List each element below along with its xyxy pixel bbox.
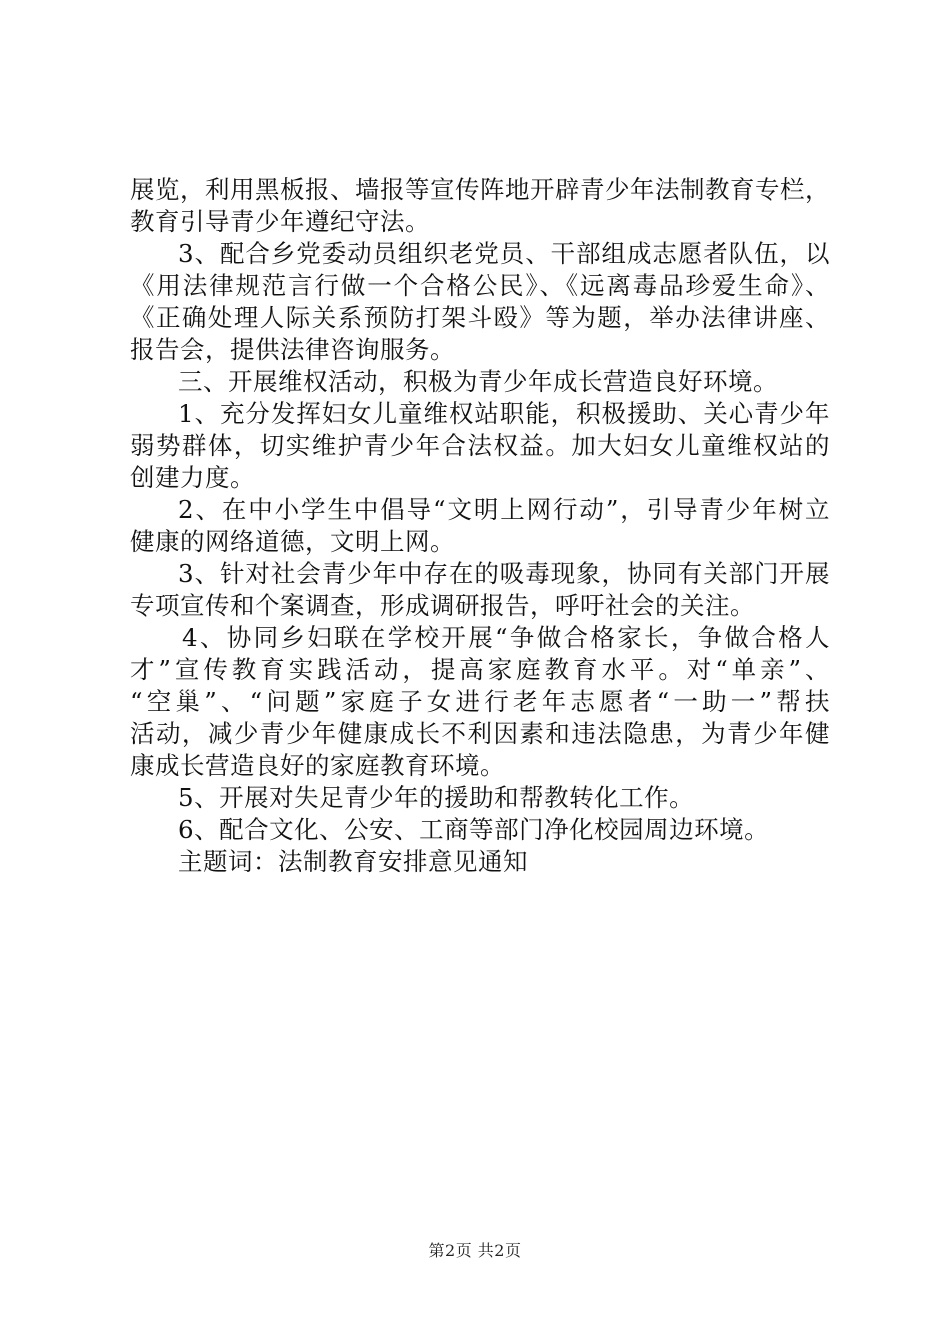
text-line: 创建力度。 <box>130 463 255 492</box>
text-line: 6、配合文化、公安、工商等部门净化校园周边环境。 <box>178 815 770 844</box>
text-line: 健康的网络道德，文明上网。 <box>130 527 455 556</box>
text-line: 3、针对社会青少年中存在的吸毒现象，协同有关部门开展 <box>178 559 830 588</box>
text-line: 展览，利用黑板报、墙报等宣传阵地开辟青少年法制教育专栏， <box>130 175 830 204</box>
text-line: 《正确处理人际关系预防打架斗殴》等为题，举办法律讲座、 <box>130 303 830 332</box>
document-body <box>130 174 830 878</box>
text-line: 1、充分发挥妇女儿童维权站职能，积极援助、关心青少年 <box>178 399 830 428</box>
text-line: 才”宣传教育实践活动，提高家庭教育水平。对“单亲”、 <box>130 655 830 684</box>
text-line: 《用法律规范言行做一个合格公民》、《远离毒品珍爱生命》、 <box>130 271 830 300</box>
text-line: 4、协同乡妇联在学校开展“争做合格家长，争做合格人 <box>182 623 830 652</box>
text-line: “空巢”、“问题”家庭子女进行老年志愿者“一助一”帮扶 <box>130 687 830 716</box>
text-line: 弱势群体，切实维护青少年合法权益。加大妇女儿童维权站的 <box>130 431 830 460</box>
text-line: 5、开展对失足青少年的援助和帮教转化工作。 <box>178 783 695 812</box>
text-line: 2、在中小学生中倡导“文明上网行动”，引导青少年树立 <box>178 495 830 524</box>
text-line: 主题词：法制教育安排意见通知 <box>178 847 528 876</box>
text-line: 康成长营造良好的家庭教育环境。 <box>130 751 505 780</box>
text-line: 专项宣传和个案调查，形成调研报告，呼吁社会的关注。 <box>130 591 755 620</box>
text-line: 3、配合乡党委动员组织老党员、干部组成志愿者队伍，以 <box>178 239 830 268</box>
text-line: 报告会，提供法律咨询服务。 <box>130 335 455 364</box>
text-line: 三、开展维权活动，积极为青少年成长营造良好环境。 <box>178 367 778 396</box>
text-line: 活动，减少青少年健康成长不利因素和违法隐患，为青少年健 <box>130 719 830 748</box>
text-line: 教育引导青少年遵纪守法。 <box>130 207 430 236</box>
page-footer: 第2页 共2页 <box>428 1241 522 1260</box>
